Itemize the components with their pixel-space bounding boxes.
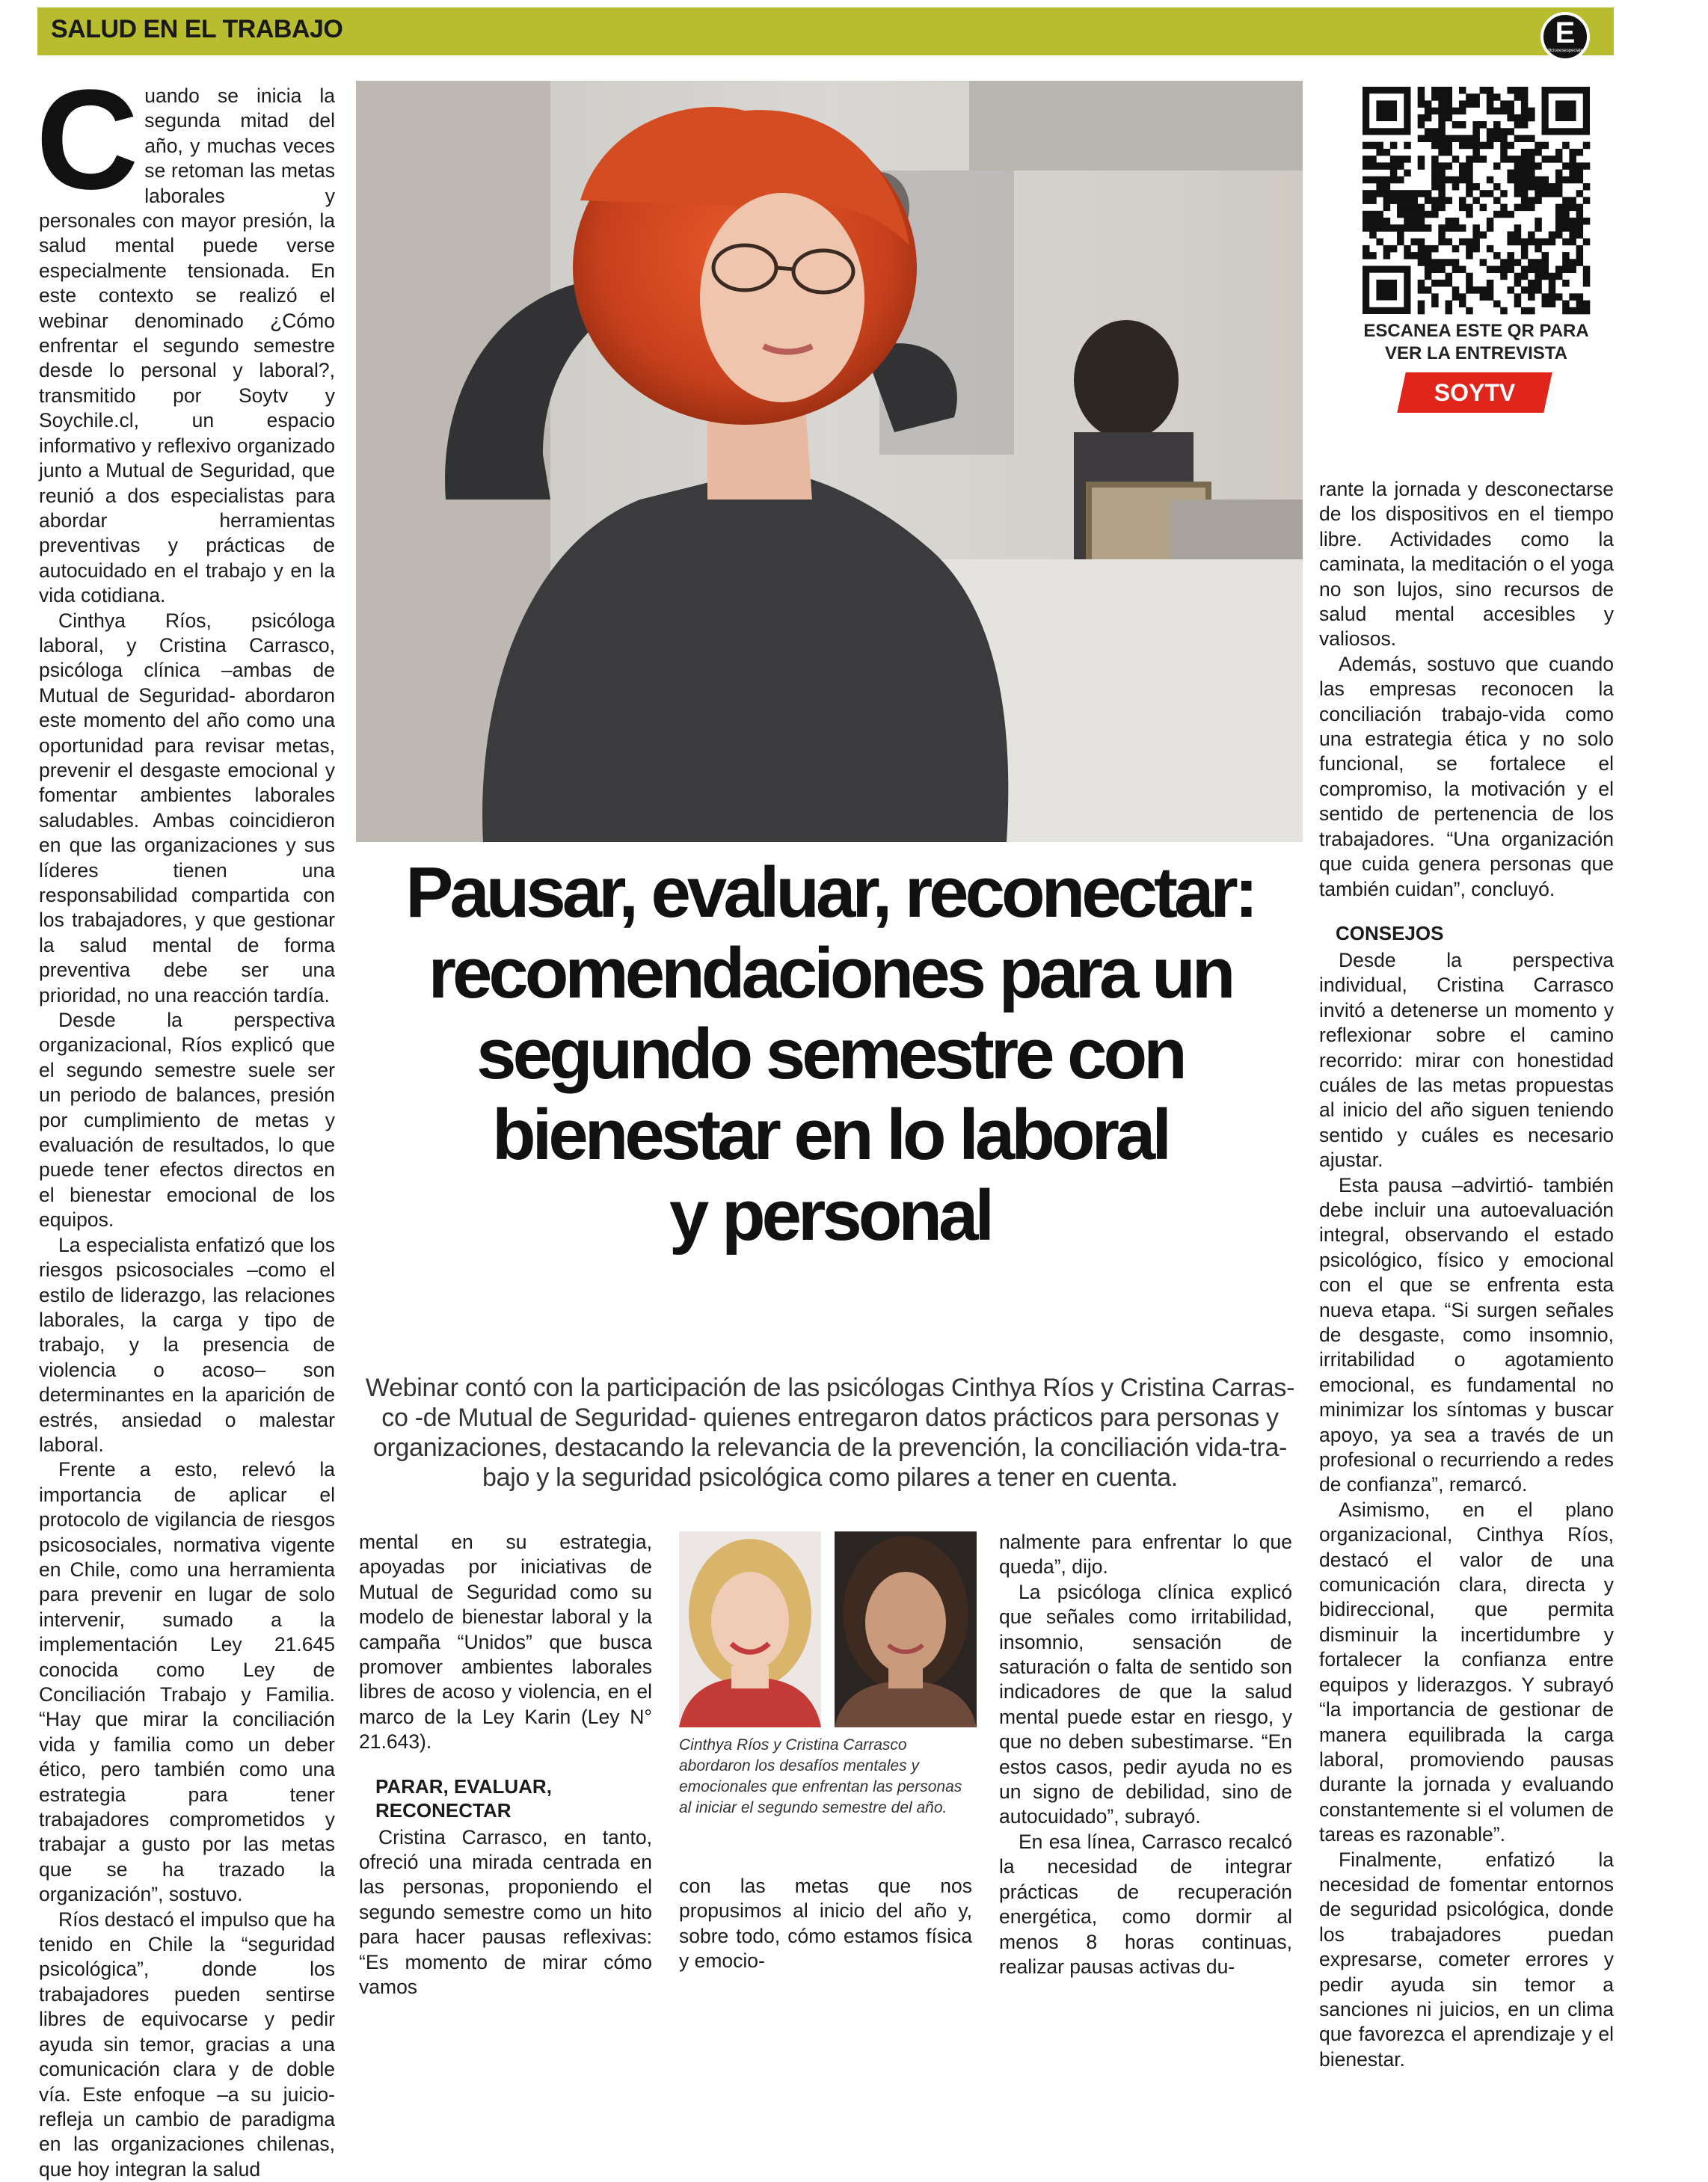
column-2 (359, 1530, 652, 2000)
lede (351, 1373, 1309, 1493)
publication-logo (1540, 12, 1590, 61)
lead-paragraph (36, 61, 335, 609)
paragraph: Además, sostuvo que cuando las empresas reconocen la conciliación trabajo-vida como una estrategia ética y no solo funcional, se fortalece el compromiso, la motivación y el sentido de pertenencia de los trabajadores. “Una organización que cuida genera personas que también cuidan”, concluyó. (1319, 652, 1614, 900)
portrait-cristina-carrasco (835, 1531, 977, 1727)
column-1 (36, 61, 335, 2182)
paragraph: Frente a esto, relevó la importancia de aplicar el protocolo de vigilancia de riesgos psicosociales, normativa vigente en Chile, como una herramienta para prevenir en lugar de solo intervenir, sumado a la implementación Ley 21.645 conocida como Ley de Conciliación Trabajo y Familia. “Hay que mirar la conciliación vida y familia como un deber ético, pero también como una estrategia para tener trabajadores comprometidos y trabajar a gusto por las metas que se ha trazado la organización”, sostuvo. (39, 1458, 335, 1906)
lede-line: bajo y la seguridad psicológica como pilares a tener en cuenta. (482, 1463, 1178, 1492)
paragraph: Asimismo, en el plano organizacional, Cinthya Ríos, destacó el valor de una comunicación clara, directa y bidireccional, que permita disminuir la incertidumbre y fortalecer la confianza entre equipos y liderazgos. Y subrayó “la importancia de gestionar de manera equilibrada la carga laboral, promoviendo pausas durante la jornada y evaluando constantemente si el volumen de tareas es razonable”. (1319, 1498, 1614, 1846)
paragraph: con las metas que nos propusimos al inicio del año y, sobre todo, cómo estamos física y emocio- (679, 1875, 972, 1973)
subhead-parar: PARAR, EVALUAR, RECONECTAR (375, 1774, 552, 1822)
headline (351, 852, 1309, 1256)
qr-caption-line: ESCANEA ESTE QR PARA (1363, 321, 1589, 341)
portrait-photo (679, 1531, 821, 1727)
portrait-cinthya-rios (679, 1531, 821, 1727)
headline-line: y personal (669, 1175, 992, 1256)
paragraph: Ríos destacó el impulso que ha tenido en Chile la “seguridad psicológica”, donde los trabajadores pueden sentirse libres de equivocarse y pedir ayuda sin temor, gracias a una comunicación clara y de doble vía. Este enfoque –a su juicio- refleja un cambio de paradigma en las organizaciones chilenas, que hoy integran la salud (39, 1908, 335, 2181)
paragraph: La psicóloga clínica explicó que señales como irritabilidad, insomnio, sensación de saturación o falta de sentido son indicadores de que la salud mental puede estar en riesgo, y que no deben subestimarse. “En estos casos, pedir ayuda no es un signo de debilidad, sino de autocuidado”, subrayó. (999, 1580, 1292, 1828)
qr-code-icon (1363, 87, 1590, 314)
paragraph: nalmente para enfrentar lo que queda”, dijo. (999, 1531, 1292, 1579)
section-label: SALUD EN EL TRABAJO (51, 15, 343, 43)
soytv-logo (1397, 372, 1552, 413)
main-photo (356, 81, 1303, 842)
paragraph: Desde la perspectiva individual, Cristina Carrasco invitó a detenerse un momento y reflexionar sobre el camino recorrido: mirar con honestidad cuáles de las metas propuestas al inicio del año siguen teniendo sentido y cuáles es necesario ajustar. (1319, 948, 1614, 1172)
lede-line: co -de Mutual de Seguridad- quienes entregaron datos prácticos para personas y (381, 1404, 1279, 1432)
paragraph: Cinthya Ríos, psicóloga laboral, y Cristina Carrasco, psicóloga clínica –ambas de Mutual de Seguridad- abordaron este momento del año como una oportunidad para revisar metas, prevenir el desgaste emocional y fomentar ambientes laborales saludables. Ambas coincidieron en que las organizaciones y sus líderes tienen una responsabilidad compartida con los trabajadores, y que gestionar la salud mental de forma preventiva debe ser una prioridad, no una reacción tardía. (39, 609, 335, 1007)
headline-line: bienestar en lo laboral (492, 1095, 1168, 1175)
headline-line: segundo semestre con (476, 1014, 1184, 1094)
photo-caption: Cinthya Ríos y Cristina Carrasco abordaron los desafíos mentales y emocionales que enfrentan las personas al iniciar el segundo semestre del año. (679, 1736, 962, 1816)
paragraph: Cristina Carrasco, en tanto, ofreció una mirada centrada en las personas, proponiendo el segundo semestre como un hito para hacer pausas reflexivas: “Es momento de mirar cómo vamos (359, 1825, 652, 1999)
section-bar (37, 7, 1614, 55)
lede-line: Webinar contó con la participación de las psicólogas Cinthya Ríos y Cristina Carras- (365, 1374, 1295, 1402)
qr-caption (1346, 320, 1606, 365)
paragraph-text: uando se inicia la segunda mitad del año, y muchas veces se retoman las metas laborales y personales con mayor presión, la salud mental puede verse especialmente tensionada. En este contexto se realizó el webinar denominado ¿Cómo enfrentar el segundo semestre desde lo personal y laboral?, transmitido por Soytv y Soychile.cl, un espacio informativo y reflexivo organizado junto a Mutual de Seguridad, que reunió a dos especialistas para abordar herramientas preventivas y prácticas de autocuidado en el trabajo y en la vida cotidiana. (39, 84, 335, 607)
logo-subtitle: edicionesespeciales (1545, 49, 1585, 53)
paragraph: Finalmente, enfatizó la necesidad de fomentar entornos de seguridad psicológica, donde los trabajadores puedan expresarse, cometer errores y pedir ayuda sin temor a sanciones ni juicios, en un clima que favorezca el aprendizaje y el bienestar. (1319, 1848, 1614, 2071)
qr-caption-line: VER LA ENTREVISTA (1384, 343, 1568, 363)
headline-line: Pausar, evaluar, reconectar: (405, 852, 1255, 932)
subhead-consejos: CONSEJOS (1336, 921, 1444, 944)
woman-relaxing-photo (356, 81, 1303, 842)
paragraph: rante la jornada y desconectarse de los dispositivos en el tiempo libre. Actividades como la caminata, la meditación o el yoga no son lujos, sino recursos de salud mental accesibles y valiosos. (1319, 478, 1614, 651)
paragraph: Desde la perspectiva organizacional, Ríos explicó que el segundo semestre suele ser un periodo de balances, presión por cumplimiento de metas y evaluación de resultados, lo que puede tener efectos directos en el bienestar emocional de los equipos. (39, 1009, 335, 1232)
qr-code[interactable] (1363, 87, 1590, 314)
paragraph: La especialista enfatizó que los riesgos psicosociales –como el estilo de liderazgo, las relaciones laborales, la carga y tipo de trabajo, y la presencia de violencia o acoso– son determinantes en la aparición de estrés, ansiedad o malestar laboral. (39, 1233, 335, 1456)
logo-letter: E (1555, 16, 1576, 49)
paragraph: Esta pausa –advirtió- también debe incluir una autoevaluación integral, observando el estado psicológico, físico y emocional con el que se enfrenta esta nueva etapa. “Si surgen señales de desgaste, como insomnio, irritabilidad o agotamiento emocional, es fundamental no minimizar los síntomas y buscar apoyo, ya sea a través de un profesional o recurriendo a redes de confianza”, remarcó. (1319, 1173, 1614, 1496)
column-3 (679, 1874, 972, 1974)
drop-cap: C (36, 61, 139, 219)
column-4 (999, 1530, 1292, 1979)
headline-line: recomendaciones para un (428, 933, 1232, 1013)
portrait-photo (835, 1531, 977, 1727)
soytv-logo-text: SOYTV (1434, 379, 1516, 406)
lede-line: organizaciones, destacando la relevancia de la prevención, la conciliación vida-tra- (372, 1433, 1288, 1462)
column-5 (1319, 477, 1614, 2072)
paragraph: En esa línea, Carrasco recalcó la necesidad de integrar prácticas de recuperación energética, como dormir al menos 8 horas continuas, realizar pausas activas du- (999, 1830, 1292, 1978)
paragraph: mental en su estrategia, apoyadas por iniciativas de Mutual de Seguridad como su modelo de bienestar laboral y la campaña “Unidos” que busca promover ambientes laborales libres de acoso y violencia, en el marco de la Ley Karin (Ley N° 21.643). (359, 1531, 652, 1754)
